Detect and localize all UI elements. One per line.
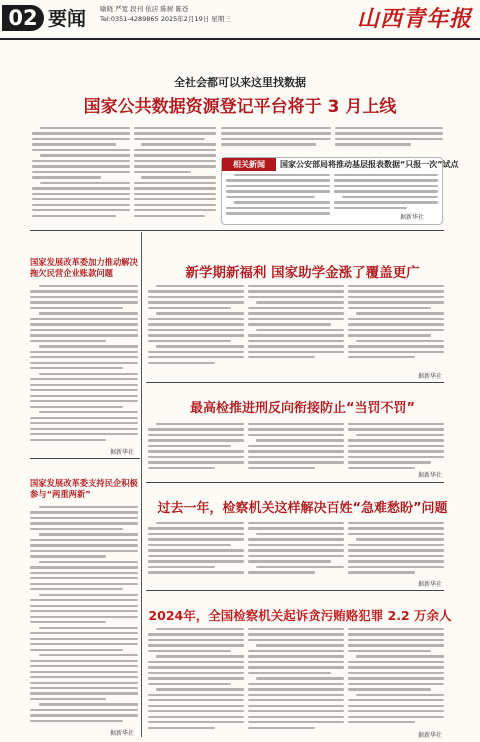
mid-story-3-body-col2 — [248, 522, 344, 578]
side-column-divider — [141, 232, 142, 737]
mid-story-4-body-col2 — [248, 628, 344, 732]
related-news-body-col1 — [226, 174, 330, 220]
side-story-1-headline: 国家发展改革委加力推动解决拖欠民营企业账款问题 — [30, 257, 138, 278]
related-news-tag: 相关新闻 — [222, 158, 276, 171]
divider-mid-1 — [146, 382, 444, 383]
related-news-body-col2 — [334, 174, 438, 212]
mid-story-2-body-col3 — [348, 423, 444, 473]
related-news-title: 国家公安部局将推动基层报表数据“只报一次”试点 — [280, 160, 459, 169]
side-story-1-body — [30, 285, 138, 447]
side-story-2-headline: 国家发展改革委支持民企积极参与“两重两新” — [30, 478, 138, 499]
mid-story-2-headline: 最高检推进刑反向衔接防止“当罚不罚” — [189, 401, 416, 416]
section-name: 要闻 — [48, 8, 87, 30]
mid-story-1-body-col2 — [248, 285, 344, 365]
top-story-kicker: 全社会都可以来这里找数据 — [174, 76, 306, 89]
divider-mid-3 — [146, 590, 444, 591]
mid-story-1-byline: 据新华社 — [418, 373, 443, 380]
mid-story-2-body-col1 — [148, 423, 244, 473]
mid-story-3-body-col3 — [348, 522, 444, 578]
mid-story-4-headline: 2024年，全国检察机关起诉贪污贿赂犯罪 2.2 万余人 — [148, 608, 452, 623]
mid-story-4-body-col3 — [348, 628, 444, 732]
masthead-logo: 山西青年报 — [356, 6, 472, 32]
mid-story-1-headline: 新学期新福利 国家助学金涨了覆盖更广 — [185, 265, 420, 281]
mid-story-1-body-col1 — [148, 285, 244, 365]
divider-mid-2 — [146, 482, 444, 483]
side-story-2-byline: 据新华社 — [110, 730, 135, 737]
mid-story-1-body-col3 — [348, 285, 444, 365]
top-story-body-col2 — [134, 127, 216, 227]
side-story-1-byline: 据新华社 — [110, 449, 135, 456]
top-story-headline: 国家公共数据资源登记平台将于 3 月上线 — [83, 97, 397, 117]
mid-story-3-byline: 据新华社 — [418, 581, 443, 588]
mid-story-2-byline: 据新华社 — [418, 472, 443, 479]
page-header — [0, 0, 480, 40]
mid-story-2-body-col2 — [248, 423, 344, 473]
editor-credits: 喻晓 严宽 段刊 依店 陈树 陈苍 — [100, 5, 189, 13]
top-story-body-col1 — [32, 127, 130, 227]
divider-top — [30, 230, 444, 231]
page-number: 02 — [2, 5, 44, 31]
issue-date: Tel:0351-4289865 2025年2月19日 星期三 — [100, 15, 231, 23]
mid-story-4-byline: 据新华社 — [418, 732, 443, 739]
side-divider — [30, 458, 140, 459]
mid-story-4-body-col1 — [148, 628, 244, 732]
top-story-body-col3 — [221, 127, 331, 155]
side-story-2-body — [30, 506, 138, 728]
mid-story-3-headline: 过去一年，检察机关这样解决百姓“急难愁盼”问题 — [157, 501, 448, 516]
related-news-byline: 据新华社 — [400, 214, 425, 221]
top-story-body-col4 — [335, 127, 443, 155]
mid-story-3-body-col1 — [148, 522, 244, 578]
